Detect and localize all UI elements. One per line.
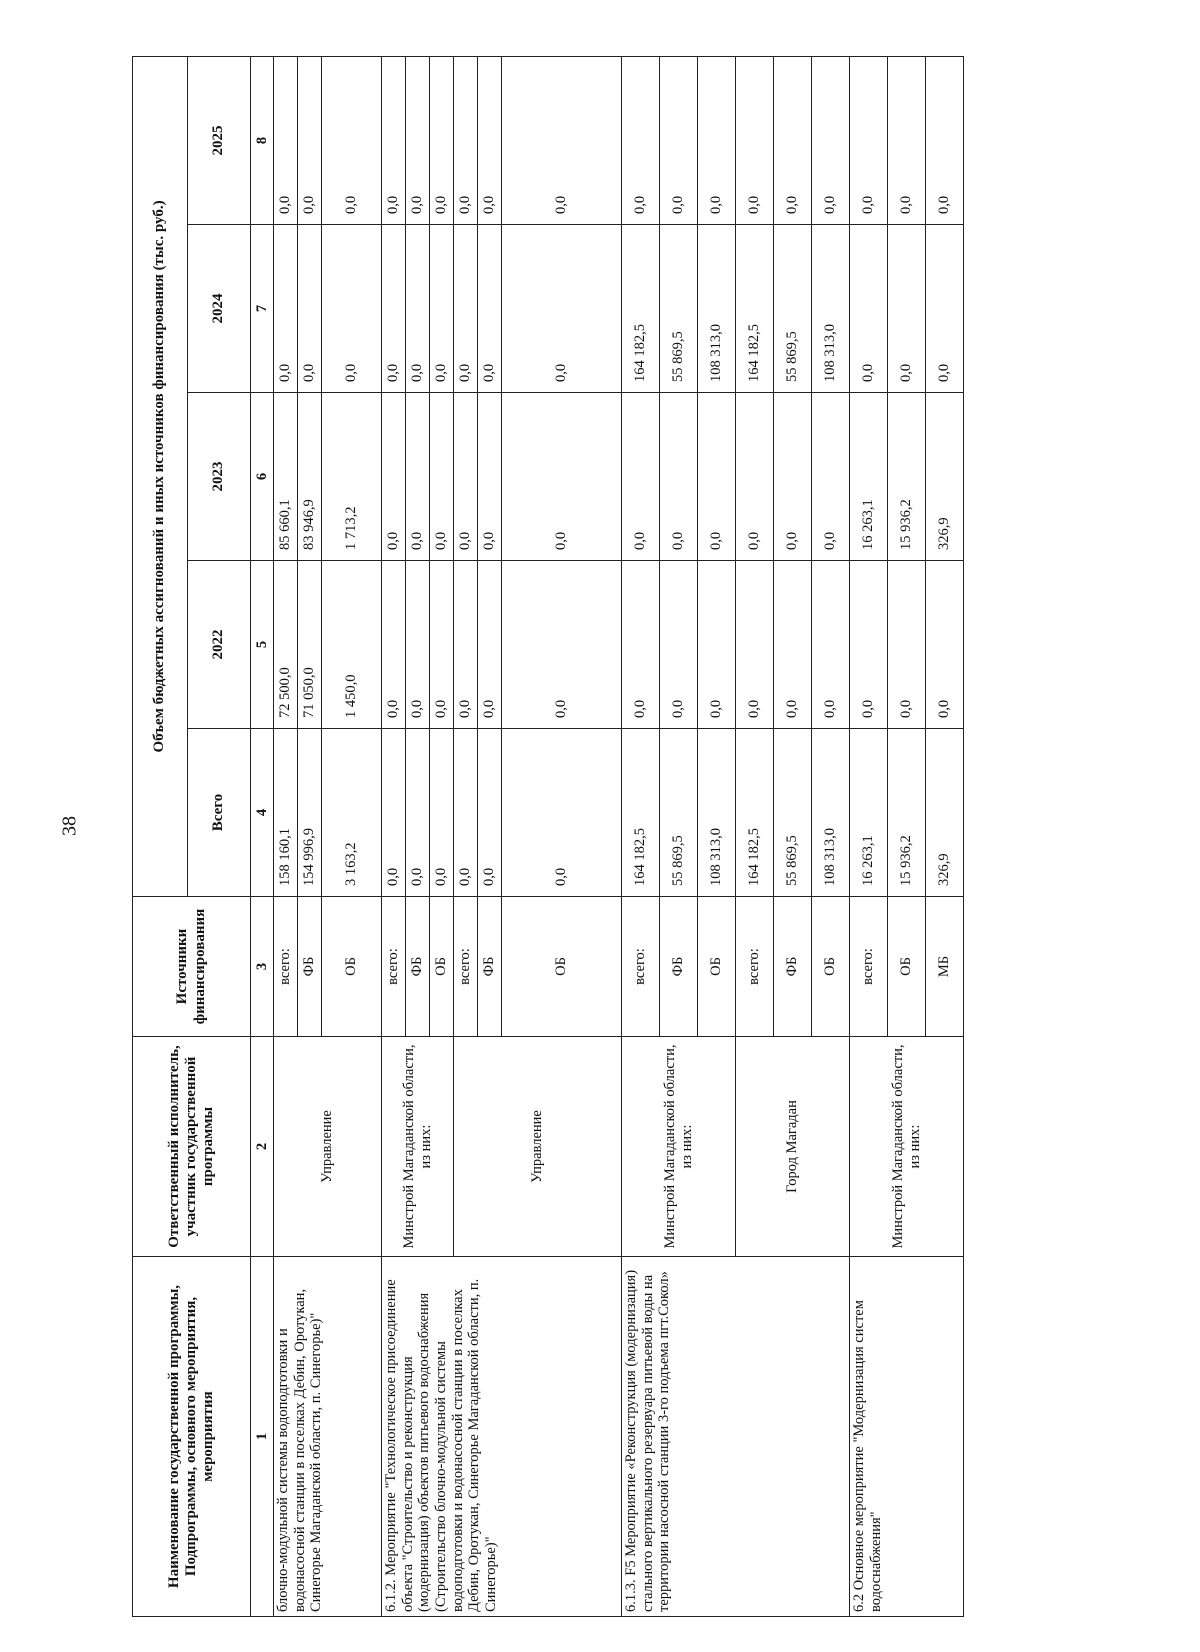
value-2022: 0,0: [660, 561, 698, 729]
value-total: 0,0: [502, 729, 622, 897]
value-2022: 0,0: [454, 561, 478, 729]
value-2022: 0,0: [430, 561, 454, 729]
funding-source: всего:: [850, 897, 888, 1037]
value-total: 0,0: [382, 729, 406, 897]
value-2022: 0,0: [406, 561, 430, 729]
value-total: 0,0: [430, 729, 454, 897]
value-total: 3 163,2: [322, 729, 382, 897]
value-2023: 0,0: [660, 393, 698, 561]
value-2025: 0,0: [430, 56, 454, 224]
value-2023: 0,0: [382, 393, 406, 561]
header-year-2022: 2022: [188, 561, 251, 729]
column-index: 8: [251, 56, 274, 224]
value-2023: 0,0: [430, 393, 454, 561]
funding-source: ОБ: [430, 897, 454, 1037]
funding-table: [132, 56, 964, 1617]
funding-source: ФБ: [774, 897, 812, 1037]
value-2024: 0,0: [430, 225, 454, 393]
value-total: 16 263,1: [850, 729, 888, 897]
funding-source: ОБ: [502, 897, 622, 1037]
measure-name: блочно-модульной системы водоподготовки и водонасосной станции в поселках Дебин, Оротукан, Синегорье Магаданской области, п. Синегорье)": [274, 1257, 382, 1617]
value-2023: 326,9: [926, 393, 964, 561]
column-index: 2: [251, 1037, 274, 1257]
value-total: 55 869,5: [774, 729, 812, 897]
table-row: [850, 56, 888, 1616]
header-year-2023: 2023: [188, 393, 251, 561]
funding-source: ОБ: [812, 897, 850, 1037]
value-2024: 164 182,5: [622, 225, 660, 393]
value-2025: 0,0: [698, 56, 736, 224]
value-2024: 108 313,0: [698, 225, 736, 393]
value-total: 108 313,0: [812, 729, 850, 897]
value-2022: 0,0: [736, 561, 774, 729]
value-total: 164 182,5: [622, 729, 660, 897]
funding-table-body: [274, 56, 964, 1616]
value-2022: 0,0: [774, 561, 812, 729]
value-2023: 0,0: [406, 393, 430, 561]
value-2024: 0,0: [888, 225, 926, 393]
funding-source: ОБ: [698, 897, 736, 1037]
value-2024: 55 869,5: [774, 225, 812, 393]
value-2025: 0,0: [502, 56, 622, 224]
value-2025: 0,0: [736, 56, 774, 224]
value-2023: 0,0: [502, 393, 622, 561]
table-row: [274, 56, 298, 1616]
table-row: [382, 56, 406, 1616]
value-2022: 1 450,0: [322, 561, 382, 729]
value-2025: 0,0: [406, 56, 430, 224]
value-2022: 0,0: [502, 561, 622, 729]
value-2023: 16 263,1: [850, 393, 888, 561]
value-2023: 0,0: [774, 393, 812, 561]
value-2025: 0,0: [322, 56, 382, 224]
value-2024: 0,0: [406, 225, 430, 393]
header-year-2024: 2024: [188, 225, 251, 393]
value-2025: 0,0: [454, 56, 478, 224]
value-2023: 0,0: [812, 393, 850, 561]
value-2025: 0,0: [850, 56, 888, 224]
value-2024: 0,0: [454, 225, 478, 393]
executor-name: Минстрой Магаданской области, из них:: [850, 1037, 964, 1257]
value-2024: 164 182,5: [736, 225, 774, 393]
value-2022: 0,0: [888, 561, 926, 729]
funding-source: всего:: [274, 897, 298, 1037]
value-2022: 0,0: [698, 561, 736, 729]
value-2022: 0,0: [622, 561, 660, 729]
value-2022: 72 500,0: [274, 561, 298, 729]
value-2023: 1 713,2: [322, 393, 382, 561]
value-total: 0,0: [478, 729, 502, 897]
value-total: 55 869,5: [660, 729, 698, 897]
column-index: 6: [251, 393, 274, 561]
funding-source: ФБ: [478, 897, 502, 1037]
column-index: 3: [251, 897, 274, 1037]
value-2023: 0,0: [454, 393, 478, 561]
executor-name: Управление: [274, 1037, 382, 1257]
value-2023: 0,0: [622, 393, 660, 561]
column-index: 1: [251, 1257, 274, 1617]
value-2024: 108 313,0: [812, 225, 850, 393]
value-2022: 0,0: [850, 561, 888, 729]
funding-source: ФБ: [406, 897, 430, 1037]
value-2022: 0,0: [478, 561, 502, 729]
funding-source: всего:: [454, 897, 478, 1037]
header-funding-source: Источники финансирования: [133, 897, 251, 1037]
funding-source: всего:: [736, 897, 774, 1037]
value-2024: 0,0: [926, 225, 964, 393]
value-2024: 0,0: [322, 225, 382, 393]
header-program-name: Наименование государственной программы, Подпрограммы, основного мероприятия, мероприятия: [133, 1257, 251, 1617]
page-number: 38: [58, 816, 81, 836]
value-2025: 0,0: [274, 56, 298, 224]
value-total: 154 996,9: [298, 729, 322, 897]
value-2025: 0,0: [774, 56, 812, 224]
value-total: 15 936,2: [888, 729, 926, 897]
value-2025: 0,0: [926, 56, 964, 224]
table-row: [622, 56, 660, 1616]
value-2023: 15 936,2: [888, 393, 926, 561]
funding-source: всего:: [382, 897, 406, 1037]
value-2023: 0,0: [736, 393, 774, 561]
value-2025: 0,0: [298, 56, 322, 224]
value-total: 164 182,5: [736, 729, 774, 897]
value-2022: 0,0: [382, 561, 406, 729]
value-2024: 0,0: [298, 225, 322, 393]
header-executor: Ответственный исполнитель, участник государственной программы: [133, 1037, 251, 1257]
header-year-total: Всего: [188, 729, 251, 897]
measure-name: 6.2 Основное мероприятие "Модернизация систем водоснабжения": [850, 1257, 964, 1617]
value-2024: 55 869,5: [660, 225, 698, 393]
value-2022: 71 050,0: [298, 561, 322, 729]
value-total: 108 313,0: [698, 729, 736, 897]
value-2025: 0,0: [812, 56, 850, 224]
value-2023: 83 946,9: [298, 393, 322, 561]
value-2024: 0,0: [850, 225, 888, 393]
measure-name: 6.1.3. F5 Мероприятие «Реконструкция (модернизация) стального вертикального резервуара питьевой воды на территории насосной станции 3-го подъема пгт.Сокол»: [622, 1257, 850, 1617]
column-index: 5: [251, 561, 274, 729]
value-total: 326,9: [926, 729, 964, 897]
rotated-table-container: [132, 57, 1182, 1617]
column-index: 7: [251, 225, 274, 393]
measure-name: 6.1.2. Мероприятие "Технологическое присоединение объекта "Строительство и реконструкция (модернизация) объектов питьевого водоснабжения (Строительство блочно-модульной системы водоподготовки и водонасосной станции в поселках Дебин, Оротукан, Синегорье Магаданской области, п. Синегорье)": [382, 1257, 622, 1617]
value-2022: 0,0: [926, 561, 964, 729]
value-2024: 0,0: [478, 225, 502, 393]
executor-name: Управление: [454, 1037, 622, 1257]
executor-name: Минстрой Магаданской области, из них:: [382, 1037, 454, 1257]
header-funding-volume: Объем бюджетных ассигнований и иных источников финансирования (тыс. руб.): [133, 56, 188, 896]
value-2025: 0,0: [622, 56, 660, 224]
funding-source: ФБ: [660, 897, 698, 1037]
header-year-2025: 2025: [188, 56, 251, 224]
value-2025: 0,0: [478, 56, 502, 224]
funding-source: всего:: [622, 897, 660, 1037]
value-2022: 0,0: [812, 561, 850, 729]
value-total: 0,0: [454, 729, 478, 897]
value-2024: 0,0: [382, 225, 406, 393]
column-index: 4: [251, 729, 274, 897]
value-2025: 0,0: [382, 56, 406, 224]
value-2024: 0,0: [274, 225, 298, 393]
value-2023: 0,0: [698, 393, 736, 561]
funding-source: ОБ: [322, 897, 382, 1037]
value-total: 158 160,1: [274, 729, 298, 897]
value-2023: 85 660,1: [274, 393, 298, 561]
funding-source: ФБ: [298, 897, 322, 1037]
value-total: 0,0: [406, 729, 430, 897]
value-2023: 0,0: [478, 393, 502, 561]
funding-source: МБ: [926, 897, 964, 1037]
executor-name: Город Магадан: [736, 1037, 850, 1257]
value-2024: 0,0: [502, 225, 622, 393]
executor-name: Минстрой Магаданской области, из них:: [622, 1037, 736, 1257]
funding-source: ОБ: [888, 897, 926, 1037]
value-2025: 0,0: [888, 56, 926, 224]
value-2025: 0,0: [660, 56, 698, 224]
